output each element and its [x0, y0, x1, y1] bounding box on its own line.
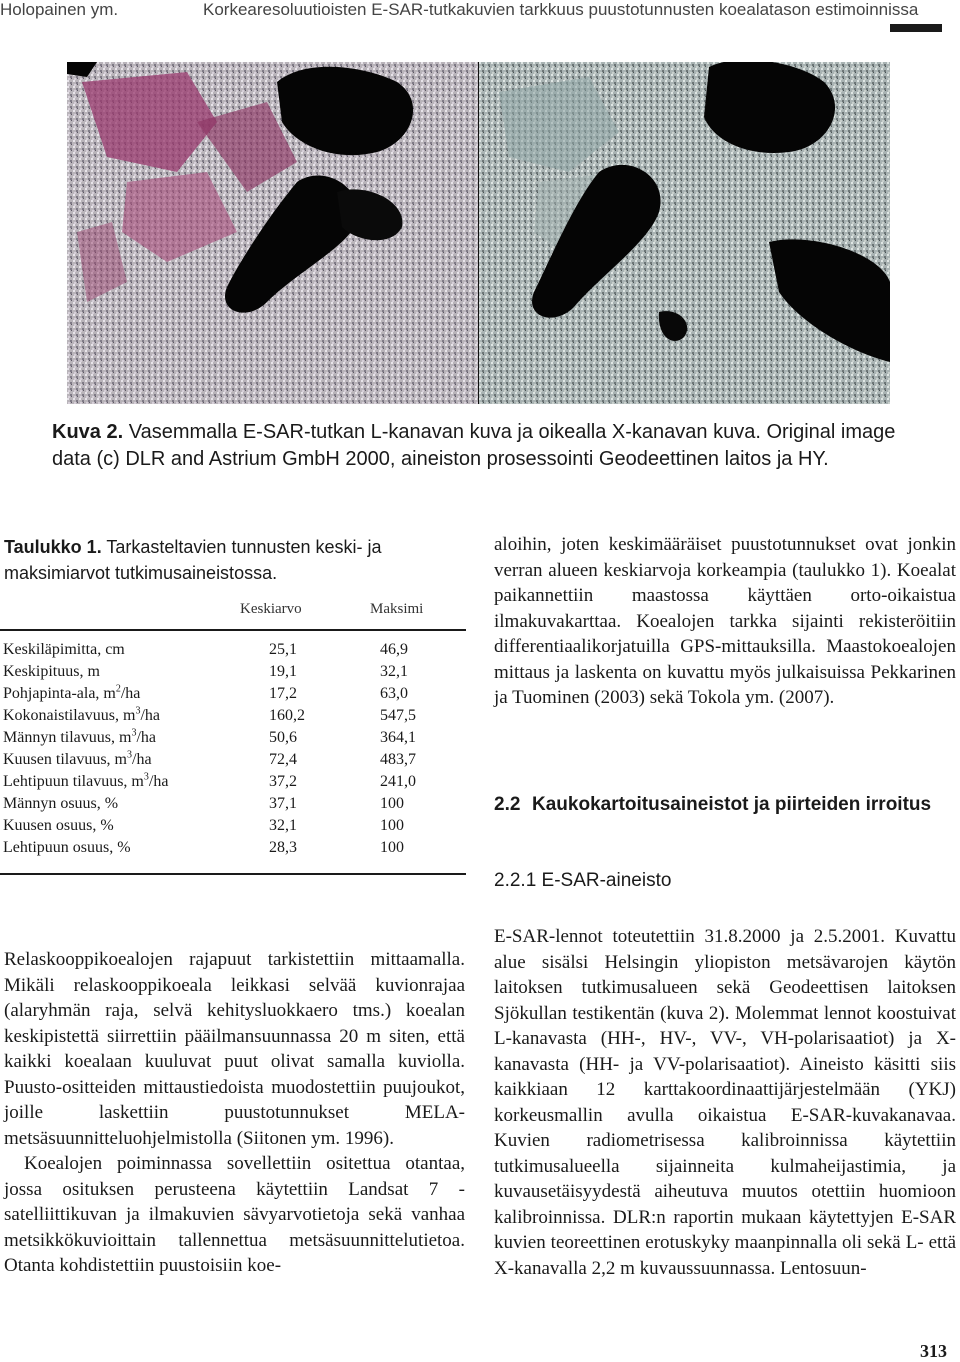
- section-heading: [494, 792, 944, 818]
- row-label: Pohjapinta-ala, $m^2/ha$: [3, 683, 141, 702]
- row-mean: 28,3: [269, 839, 297, 856]
- l-band-image: [67, 62, 478, 404]
- row-mean: 17,2: [269, 685, 297, 702]
- row-max: 364,1: [380, 729, 416, 746]
- running-header-title: Korkearesoluutioisten E-SAR-tutkakuvien tarkkuus puustotunnusten koealatason estimoinnissa: [203, 0, 919, 19]
- row-max: 46,9: [380, 641, 408, 658]
- header-marker-bar: [890, 24, 942, 32]
- column-header-mean: Keskiarvo: [240, 601, 302, 617]
- row-mean: 37,2: [269, 773, 297, 790]
- section-number: 2.2: [494, 794, 521, 815]
- row-label: Keskiläpimitta, cm: [3, 641, 125, 658]
- row-label: Lehtipuun tilavuus, $m^3/ha$: [3, 771, 169, 790]
- row-max: 241,0: [380, 773, 416, 790]
- row-max: 63,0: [380, 685, 408, 702]
- table-header-rule: [0, 629, 466, 631]
- row-max: 483,7: [380, 751, 416, 768]
- sar-figure: [67, 62, 890, 404]
- caption-text: Vasemmalla E-SAR-tutkan L-kanavan kuva ja oikealla X-kanavan kuva. Original image data (c) DLR and Astrium GmbH 2000, aineiston prosessointi Geodeettinen laitos ja HY.: [52, 421, 896, 470]
- row-label: Lehtipuun osuus, %: [3, 839, 131, 856]
- table-row: [0, 793, 466, 815]
- caption-label: Kuva 2.: [52, 421, 124, 443]
- row-max: 547,5: [380, 707, 416, 724]
- row-mean: 32,1: [269, 817, 297, 834]
- table-row: [0, 727, 466, 749]
- row-max: 100: [380, 817, 404, 834]
- column-header-max: Maksimi: [370, 601, 424, 617]
- page-number: 313: [920, 1341, 947, 1361]
- running-header-author: Holopainen ym.: [0, 0, 119, 19]
- row-mean: 37,1: [269, 795, 297, 812]
- table-row: [0, 771, 466, 793]
- row-mean: 160,2: [269, 707, 305, 724]
- table-row: [0, 639, 466, 661]
- table-bottom-rule: [0, 873, 466, 875]
- row-mean: 72,4: [269, 751, 297, 768]
- table-caption: [4, 534, 474, 586]
- right-body-text: [494, 924, 956, 1281]
- row-label: Kokonaistilavuus, $m^3/ha$: [3, 705, 160, 724]
- figure-caption: [52, 419, 912, 473]
- x-band-image: [479, 62, 890, 404]
- table-row: [0, 661, 466, 683]
- row-max: 100: [380, 795, 404, 812]
- subsection-heading: 2.2.1 E-SAR-aineisto: [494, 870, 672, 891]
- paragraph: Relaskooppikoealojen rajapuut tarkistettiin mittaamalla. Mikäli relaskooppikoeala leikkasi selvää kuvionrajaa (alaryhmän raja, selvä kehitysluokkaero tms.) koealan keskipistettä siirrettiin pääilmansuunnassa 20 m siten, että kaikki koealaan kuuluvat puut olivat samalla kuviolla. Puusto-ositteiden mittaustiedoista muodostettiin puujoukot, joille laskettiin puustotunnukset MELA-metsäsuunnitteluohjelmistolla (Siitonen ym. 1996).: [4, 949, 465, 1149]
- row-max: 32,1: [380, 663, 408, 680]
- table-title-text: Tarkasteltavien tunnusten keski- ja maksimiarvot tutkimusaineistossa.: [4, 537, 382, 583]
- table-row: [0, 837, 466, 859]
- table-row: [0, 815, 466, 837]
- row-mean: 25,1: [269, 641, 297, 658]
- row-label: Kuusen tilavuus, $m^3/ha$: [3, 749, 152, 768]
- row-max: 100: [380, 839, 404, 856]
- row-mean: 19,1: [269, 663, 297, 680]
- row-label: Männyn tilavuus, $m^3/ha$: [3, 727, 156, 746]
- table-row: [0, 749, 466, 771]
- table-label: Taulukko 1.: [4, 537, 102, 557]
- paragraph: aloihin, joten keskimääräiset puustotunnukset ovat jonkin verran alueen keskiarvoja korkeampia (taulukko 1). Koealat paikannettiin maastossa käyttäen orto-oikaistua ilmakuvakarttaa. Koealojen tarkka sijainti rekisteröitiin differentiaalikorjatuilla GPS-mittauksilla. Maastokoealojen mittaus ja laskenta on kuvattu myös julkaisuissa Pekkarinen ja Tuominen (2003) sekä Tokola ym. (2007).: [494, 534, 956, 708]
- row-mean: 50,6: [269, 729, 297, 746]
- paragraph: Koealojen poiminnassa sovellettiin ositettua otantaa, jossa osituksen perusteena käytettiin Landsat 7 -satelliittikuvan ja ilmakuvien sävyarvotietoja sekä vanhaa metsikkökuvioittain tallennettua metsäsuunnittelutietoa. Otanta kohdistettiin puustoisiin koe-: [4, 1153, 465, 1276]
- table-row: [0, 705, 466, 727]
- right-intro-text: [494, 532, 956, 711]
- paragraph: E-SAR-lennot toteutettiin 31.8.2000 ja 2.5.2001. Kuvattu alue sisälsi Helsingin yliopiston metsävarojen käytön laitoksen tutkimusalueen sekä Geodeettisen laitoksen Sjökullan testikentän (kuva 2). Molemmat lennot koostuivat L-kanavasta (HH-, HV-, VV-, VH-polarisaatiot) ja X-kanavasta (HH- ja VV-polarisaatiot). Aineisto käsitti siis kaikkiaan 12 karttakoordinaattijärjestelmään (YKJ) korkeusmallin avulla oikaistua E-SAR-kuvakanavaa. Kuvien radiometrisessa kalibroinnissa käytettiin tutkimusalueella sijainneita kulmaheijastimia, ja kuvausetäisyydestä aiheutuva muutos otettiin huomioon kalibroinnissa. DLR:n raportin mukaan käytettyjen E-SAR kuvien teoreettinen erotuskyky maanpinnalla oli sekä L- että X-kanavalla 2,2 m kuvaussuunnassa. Lentosuun-: [494, 926, 956, 1279]
- row-label: Männyn osuus, %: [3, 795, 119, 812]
- section-title: Kaukokartoitusaineistot ja piirteiden irroitus: [532, 794, 932, 815]
- left-body-text: [4, 947, 465, 1279]
- row-label: Keskipituus, m: [3, 663, 100, 680]
- table-row: [0, 683, 466, 705]
- row-label: Kuusen osuus, %: [3, 817, 114, 834]
